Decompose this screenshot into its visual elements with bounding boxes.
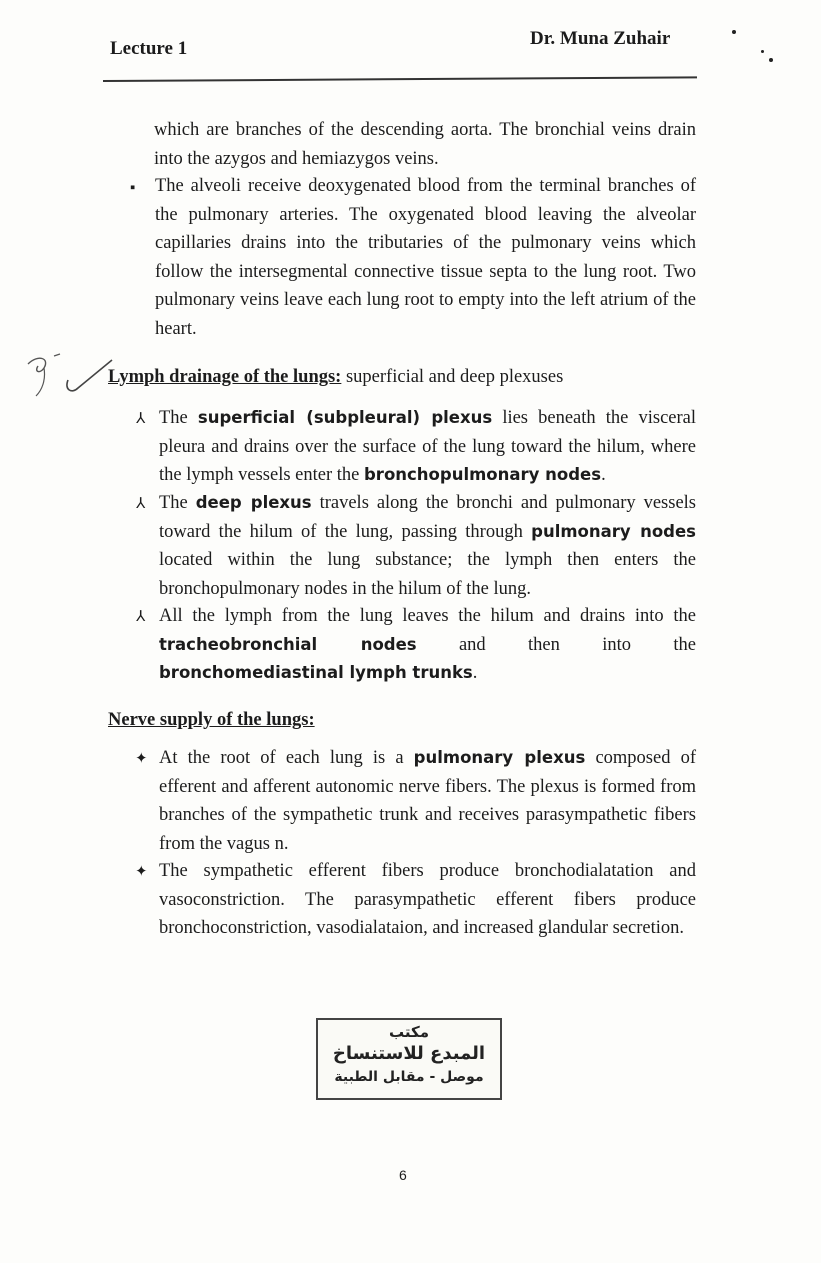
list-item — [136, 489, 696, 603]
list-item — [136, 404, 696, 490]
caret-bullet-icon: ⅄ — [136, 411, 146, 427]
caret-bullet-icon: ⅄ — [136, 496, 146, 512]
stamp-line-2: المبدع للاستنساخ — [332, 1043, 486, 1064]
handwritten-check-icon — [20, 350, 120, 410]
lymph-heading — [108, 363, 563, 391]
pulmonary-plexus-text: At the root of each lung is a pulmonary plexus composed of efferent and afferent autonomic nerve fibers. The plexus is formed from branches of the sympathetic trunk and receives parasympathetic fibers from the vagus n. — [159, 748, 696, 854]
header-lecture: Lecture 1 — [110, 38, 188, 59]
superficial-plexus-text: The superficial (subpleural) plexus lies beneath the visceral pleura and drains over the surface of the lung toward the hilum, where the lymph vessels enter the bronchopulmonary nodes. — [159, 408, 697, 485]
square-bullet-icon: ▪ — [130, 180, 136, 196]
list-item — [135, 744, 696, 858]
stamp-line-3: موصل - مقابل الطبية — [334, 1069, 484, 1085]
scan-speck — [732, 30, 736, 34]
copy-shop-stamp — [316, 1018, 502, 1100]
scan-speck — [769, 58, 773, 62]
list-item — [130, 172, 696, 343]
lymph-heading-title: Lymph drainage of the lungs: — [108, 367, 342, 387]
nerve-heading-title: Nerve supply of the lungs: — [108, 710, 315, 730]
deep-plexus-text: The deep plexus travels along the bronchi and pulmonary vessels toward the hilum of the lung, passing through pulmonary nodes located within the lung substance; the lymph then enters the bronchopulmonary nodes in the hilum of the lung. — [159, 493, 696, 599]
caret-bullet-icon: ⅄ — [136, 609, 146, 625]
star-bullet-icon: ✦ — [135, 864, 148, 880]
list-item — [136, 602, 696, 688]
list-item — [135, 857, 696, 943]
lymph-heading-rest: superficial and deep plexuses — [341, 367, 564, 387]
scan-speck — [761, 50, 764, 53]
stamp-line-1: مكتب — [388, 1023, 429, 1041]
lymph-drainage-text: All the lymph from the lung leaves the hilum and drains into the tracheobronchial nodes and then into the bronchomediastinal lymph trunks. — [159, 606, 696, 683]
star-bullet-icon: ✦ — [135, 751, 148, 767]
nerve-heading — [108, 706, 315, 734]
blood-supply-continuation: which are branches of the descending aorta. The bronchial veins drain into the azygos and hemiazygos veins. — [154, 120, 696, 169]
header-author: Dr. Muna Zuhair — [530, 28, 671, 49]
page-number: 6 — [399, 1167, 407, 1183]
efferent-fibers-text: The sympathetic efferent fibers produce bronchodialatation and vasoconstriction. The parasympathetic efferent fibers produce bronchoconstriction, vasodialataion, and increased glandular secretion. — [159, 861, 696, 938]
header-divider — [103, 76, 697, 82]
alveoli-blood-text: The alveoli receive deoxygenated blood from the terminal branches of the pulmonary arteries. The oxygenated blood leaving the alveolar capillaries drains into the tributaries of the pulmonary veins which follow the intersegmental connective tissue septa to the lung root. Two pulmonary veins leave each lung root to empty into the left atrium of the heart. — [155, 176, 696, 339]
